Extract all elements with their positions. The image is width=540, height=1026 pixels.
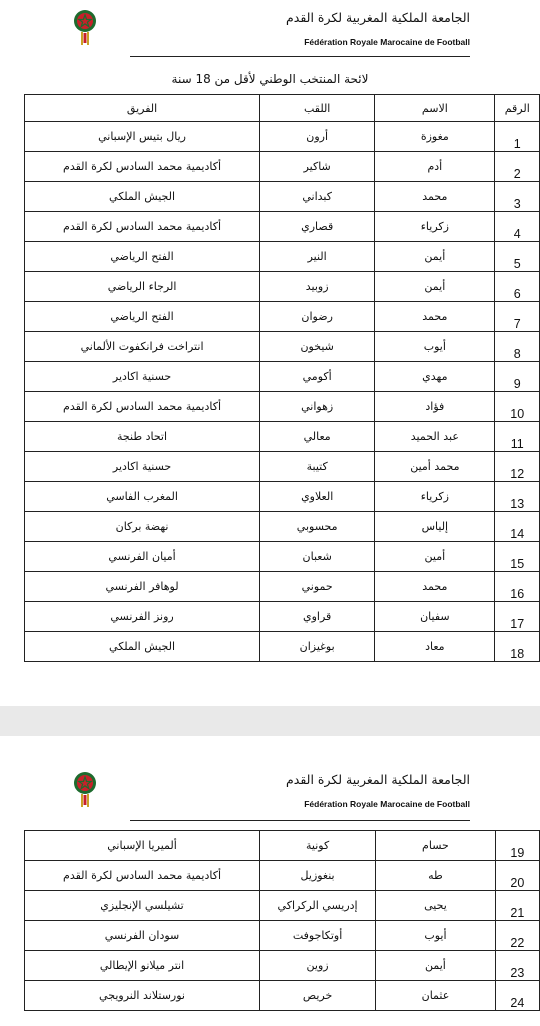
table-row — [25, 861, 540, 891]
row-number: 9 — [495, 362, 540, 392]
row-club: الفتح الرياضي — [25, 242, 260, 272]
row-club: أكاديمية محمد السادس لكرة القدم — [25, 212, 260, 242]
row-club: الفتح الرياضي — [25, 302, 260, 332]
row-club: أكاديمية محمد السادس لكرة القدم — [25, 152, 260, 182]
row-number: 12 — [495, 452, 540, 482]
table-row — [25, 542, 540, 572]
table-row — [25, 392, 540, 422]
federation-crest-icon — [70, 770, 100, 810]
row-number: 20 — [495, 861, 539, 891]
row-club: أميان الفرنسي — [25, 542, 260, 572]
row-first-name: زكرياء — [375, 212, 495, 242]
row-first-name: طه — [376, 861, 496, 891]
row-last-name: شاكير — [260, 152, 375, 182]
row-club: تشيلسي الإنجليزي — [25, 891, 260, 921]
row-number: 11 — [495, 422, 540, 452]
row-last-name: بوغيزان — [260, 632, 375, 662]
row-club: حسنية اكادير — [25, 362, 260, 392]
table-row — [25, 152, 540, 182]
row-first-name: عبد الحميد — [375, 422, 495, 452]
table-row — [25, 182, 540, 212]
row-club: لوهافر الفرنسي — [25, 572, 260, 602]
row-first-name: محمد — [375, 182, 495, 212]
row-first-name: فؤاد — [375, 392, 495, 422]
table-row — [25, 632, 540, 662]
row-number: 24 — [495, 981, 539, 1011]
row-first-name: أمين — [375, 542, 495, 572]
row-number: 22 — [495, 921, 539, 951]
row-number: 15 — [495, 542, 540, 572]
table-row — [25, 891, 540, 921]
row-number: 5 — [495, 242, 540, 272]
row-number: 8 — [495, 332, 540, 362]
row-first-name: أيوب — [376, 921, 496, 951]
document-title: لائحة المنتخب الوطني لأقل من 18 سنة — [171, 72, 369, 86]
row-number: 4 — [495, 212, 540, 242]
row-last-name: شعبان — [260, 542, 375, 572]
table-row — [25, 242, 540, 272]
row-number: 3 — [495, 182, 540, 212]
row-club: الجيش الملكي — [25, 632, 260, 662]
table-row — [25, 831, 540, 861]
row-first-name: مغوزة — [375, 122, 495, 152]
row-first-name: أدم — [375, 152, 495, 182]
row-club: الرجاء الرياضي — [25, 272, 260, 302]
row-number: 21 — [495, 891, 539, 921]
table-row — [25, 572, 540, 602]
row-last-name: العلاوي — [260, 482, 375, 512]
row-last-name: أرون — [260, 122, 375, 152]
row-number: 7 — [495, 302, 540, 332]
row-last-name: حموني — [260, 572, 375, 602]
table-header-row — [25, 95, 540, 122]
table-row — [25, 602, 540, 632]
table-row — [25, 482, 540, 512]
federation-crest-icon — [70, 8, 100, 48]
row-first-name: يحيى — [376, 891, 496, 921]
row-club: رونز الفرنسي — [25, 602, 260, 632]
row-first-name: أيمن — [375, 272, 495, 302]
row-club: انتراخت فرانكفوت الألماني — [25, 332, 260, 362]
row-first-name: أيمن — [375, 242, 495, 272]
header-last-name: اللقب — [260, 95, 375, 122]
row-club: ريال بتيس الإسباني — [25, 122, 260, 152]
row-number: 6 — [495, 272, 540, 302]
row-number: 19 — [495, 831, 539, 861]
row-first-name: أيمن — [376, 951, 496, 981]
row-number: 18 — [495, 632, 540, 662]
federation-name-arabic: الجامعة الملكية المغربية لكرة القدم — [286, 772, 470, 787]
federation-name-french: Fédération Royale Marocaine de Football — [304, 37, 470, 47]
row-number: 10 — [495, 392, 540, 422]
row-last-name: زوبيد — [260, 272, 375, 302]
row-last-name: كبداني — [260, 182, 375, 212]
roster-table-page-2 — [24, 830, 540, 1011]
row-last-name: خريص — [260, 981, 376, 1011]
roster-table-page-1 — [24, 94, 540, 662]
row-club: انتر ميلانو الإيطالي — [25, 951, 260, 981]
row-number: 13 — [495, 482, 540, 512]
table-row — [25, 272, 540, 302]
row-number: 16 — [495, 572, 540, 602]
row-first-name: حسام — [376, 831, 496, 861]
row-club: نهضة بركان — [25, 512, 260, 542]
row-last-name: زوين — [260, 951, 376, 981]
table-row — [25, 122, 540, 152]
header-number: الرقم — [495, 95, 540, 122]
row-last-name: محسوبي — [260, 512, 375, 542]
row-first-name: محمد — [375, 572, 495, 602]
header-club: الفريق — [25, 95, 260, 122]
table-row — [25, 921, 540, 951]
row-first-name: أيوب — [375, 332, 495, 362]
table-row — [25, 512, 540, 542]
row-number: 23 — [495, 951, 539, 981]
table-row — [25, 422, 540, 452]
row-number: 17 — [495, 602, 540, 632]
row-number: 14 — [495, 512, 540, 542]
row-club: سودان الفرنسي — [25, 921, 260, 951]
table-row — [25, 951, 540, 981]
table-row — [25, 332, 540, 362]
row-last-name: أوتكاجوفت — [260, 921, 376, 951]
row-club: حسنية اكادير — [25, 452, 260, 482]
row-last-name: إدريسي الركراكي — [260, 891, 376, 921]
table-row — [25, 362, 540, 392]
row-first-name: معاد — [375, 632, 495, 662]
row-club: ألميريا الإسباني — [25, 831, 260, 861]
row-last-name: قصاري — [260, 212, 375, 242]
row-last-name: بنغوزيل — [260, 861, 376, 891]
row-number: 1 — [495, 122, 540, 152]
row-number: 2 — [495, 152, 540, 182]
header-first-name: الاسم — [375, 95, 495, 122]
row-club: أكاديمية محمد السادس لكرة القدم — [25, 861, 260, 891]
row-club: أكاديمية محمد السادس لكرة القدم — [25, 392, 260, 422]
row-last-name: زهواني — [260, 392, 375, 422]
federation-name-arabic: الجامعة الملكية المغربية لكرة القدم — [286, 10, 470, 25]
federation-name-french: Fédération Royale Marocaine de Football — [304, 799, 470, 809]
row-first-name: مهدي — [375, 362, 495, 392]
row-first-name: محمد — [375, 302, 495, 332]
row-last-name: رضوان — [260, 302, 375, 332]
document-page-2 — [0, 736, 540, 1026]
row-last-name: أكومي — [260, 362, 375, 392]
row-last-name: كونية — [260, 831, 376, 861]
header-divider — [130, 820, 470, 821]
row-last-name: قراوي — [260, 602, 375, 632]
header-divider — [130, 56, 470, 57]
row-first-name: إلياس — [375, 512, 495, 542]
row-last-name: النير — [260, 242, 375, 272]
row-club: اتحاد طنجة — [25, 422, 260, 452]
row-club: نورستلاند النرويجي — [25, 981, 260, 1011]
table-row — [25, 452, 540, 482]
table-row — [25, 302, 540, 332]
row-last-name: كتيبة — [260, 452, 375, 482]
table-row — [25, 212, 540, 242]
row-first-name: سفيان — [375, 602, 495, 632]
table-row — [25, 981, 540, 1011]
row-first-name: محمد أمين — [375, 452, 495, 482]
row-last-name: شيخون — [260, 332, 375, 362]
row-club: المغرب الفاسي — [25, 482, 260, 512]
row-club: الجيش الملكي — [25, 182, 260, 212]
row-last-name: معالي — [260, 422, 375, 452]
row-first-name: عثمان — [376, 981, 496, 1011]
row-first-name: زكرياء — [375, 482, 495, 512]
